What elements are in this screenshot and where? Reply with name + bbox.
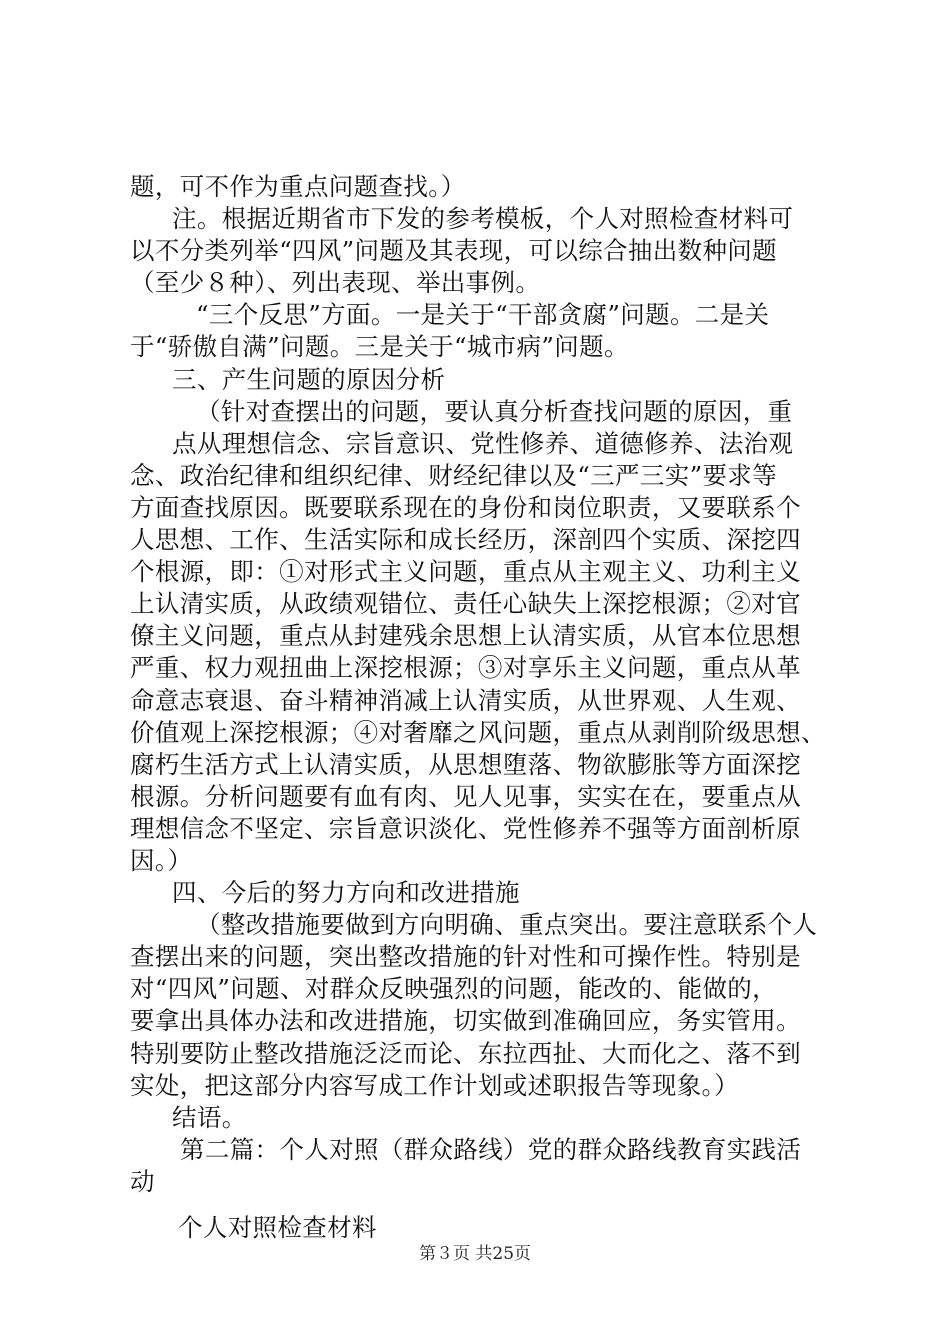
text-line: 方面查找原因。既要联系现在的身份和岗位职责，又要联系个 — [130, 492, 801, 522]
text-line: （针对查摆出的问题，要认真分析查找问题的原因，重 — [196, 396, 793, 426]
document-body — [130, 171, 834, 1244]
text-line: 题，可不作为重点问题查找。） — [130, 172, 466, 201]
text-line: 念、政治纪律和组织纪律、财经纪律以及“三严三实”要求等 — [130, 460, 777, 490]
text-line: 实处，把这部分内容写成工作计划或述职报告等现象。） — [130, 1070, 739, 1100]
text-line: 严重、权力观扭曲上深挖根源；③对享乐主义问题，重点从革 — [130, 653, 801, 683]
chapter-title-continued: 动 — [130, 1166, 155, 1196]
text-line: 上认清实质，从政绩观错位、责任心缺失上深挖根源；②对官 — [130, 589, 801, 619]
text-line: 特别要防止整改措施泛泛而论、东拉西扯、大而化之、落不到 — [130, 1038, 801, 1068]
text-line: （至少８种）、列出表现、举出事例。 — [130, 268, 541, 298]
text-line: 以不分类列举“四风”问题及其表现，可以综合抽出数种问题 — [130, 236, 777, 266]
text-line: 对“四风”问题、对群众反映强烈的问题，能改的、能做的， — [130, 974, 777, 1004]
text-line: 要拿出具体办法和改进措施，切实做到准确回应，务实管用。 — [130, 1006, 801, 1036]
text-line: 人思想、工作、生活实际和成长经历，深剖四个实质、深挖四 — [130, 525, 801, 555]
text-line: 理想信念不坚定、宗旨意识淡化、党性修养不强等方面剖析原 — [130, 813, 801, 843]
text-line: 结语。 — [172, 1102, 247, 1132]
page-footer: 第３页 共25页 — [418, 1244, 532, 1264]
text-line: “三个反思”方面。一是关于“干部贪腐”问题。二是关 — [196, 300, 770, 330]
text-line: 根源。分析问题要有血有肉、见人见事，实实在在，要重点从 — [130, 781, 801, 811]
text-line: 腐朽生活方式上认清实质，从思想堕落、物欲膨胀等方面深挖 — [130, 749, 801, 779]
text-line: （整改措施要做到方向明确、重点突出。要注意联系个人 — [196, 910, 818, 940]
text-line: 僚主义问题，重点从封建残余思想上认清实质，从官本位思想 — [130, 621, 801, 651]
document-subtitle: 个人对照检查材料 — [178, 1213, 377, 1242]
text-line: 注。根据近期省市下发的参考模板，个人对照检查材料可 — [172, 204, 794, 234]
text-line: 查摆出来的问题，突出整改措施的针对性和可操作性。特别是 — [130, 942, 801, 972]
text-line: 个根源，即：①对形式主义问题，重点从主观主义、功利主义 — [130, 557, 801, 587]
section-heading: 三、产生问题的原因分析 — [172, 364, 446, 394]
text-line: 命意志衰退、奋斗精神消减上认清实质，从世界观、人生观、 — [130, 685, 801, 715]
text-line: 价值观上深挖根源；④对奢靡之风问题，重点从剥削阶级思想、 — [130, 717, 826, 747]
section-heading: 四、今后的努力方向和改进措施 — [172, 878, 520, 908]
chapter-title: 第二篇：个人对照（群众路线）党的群众路线教育实践活 — [180, 1134, 802, 1164]
text-line: 于“骄傲自满”问题。三是关于“城市病”问题。 — [130, 332, 629, 362]
text-line: 因。） — [130, 845, 193, 875]
text-line: 点从理想信念、宗旨意识、党性修养、道德修养、法治观 — [172, 428, 794, 458]
